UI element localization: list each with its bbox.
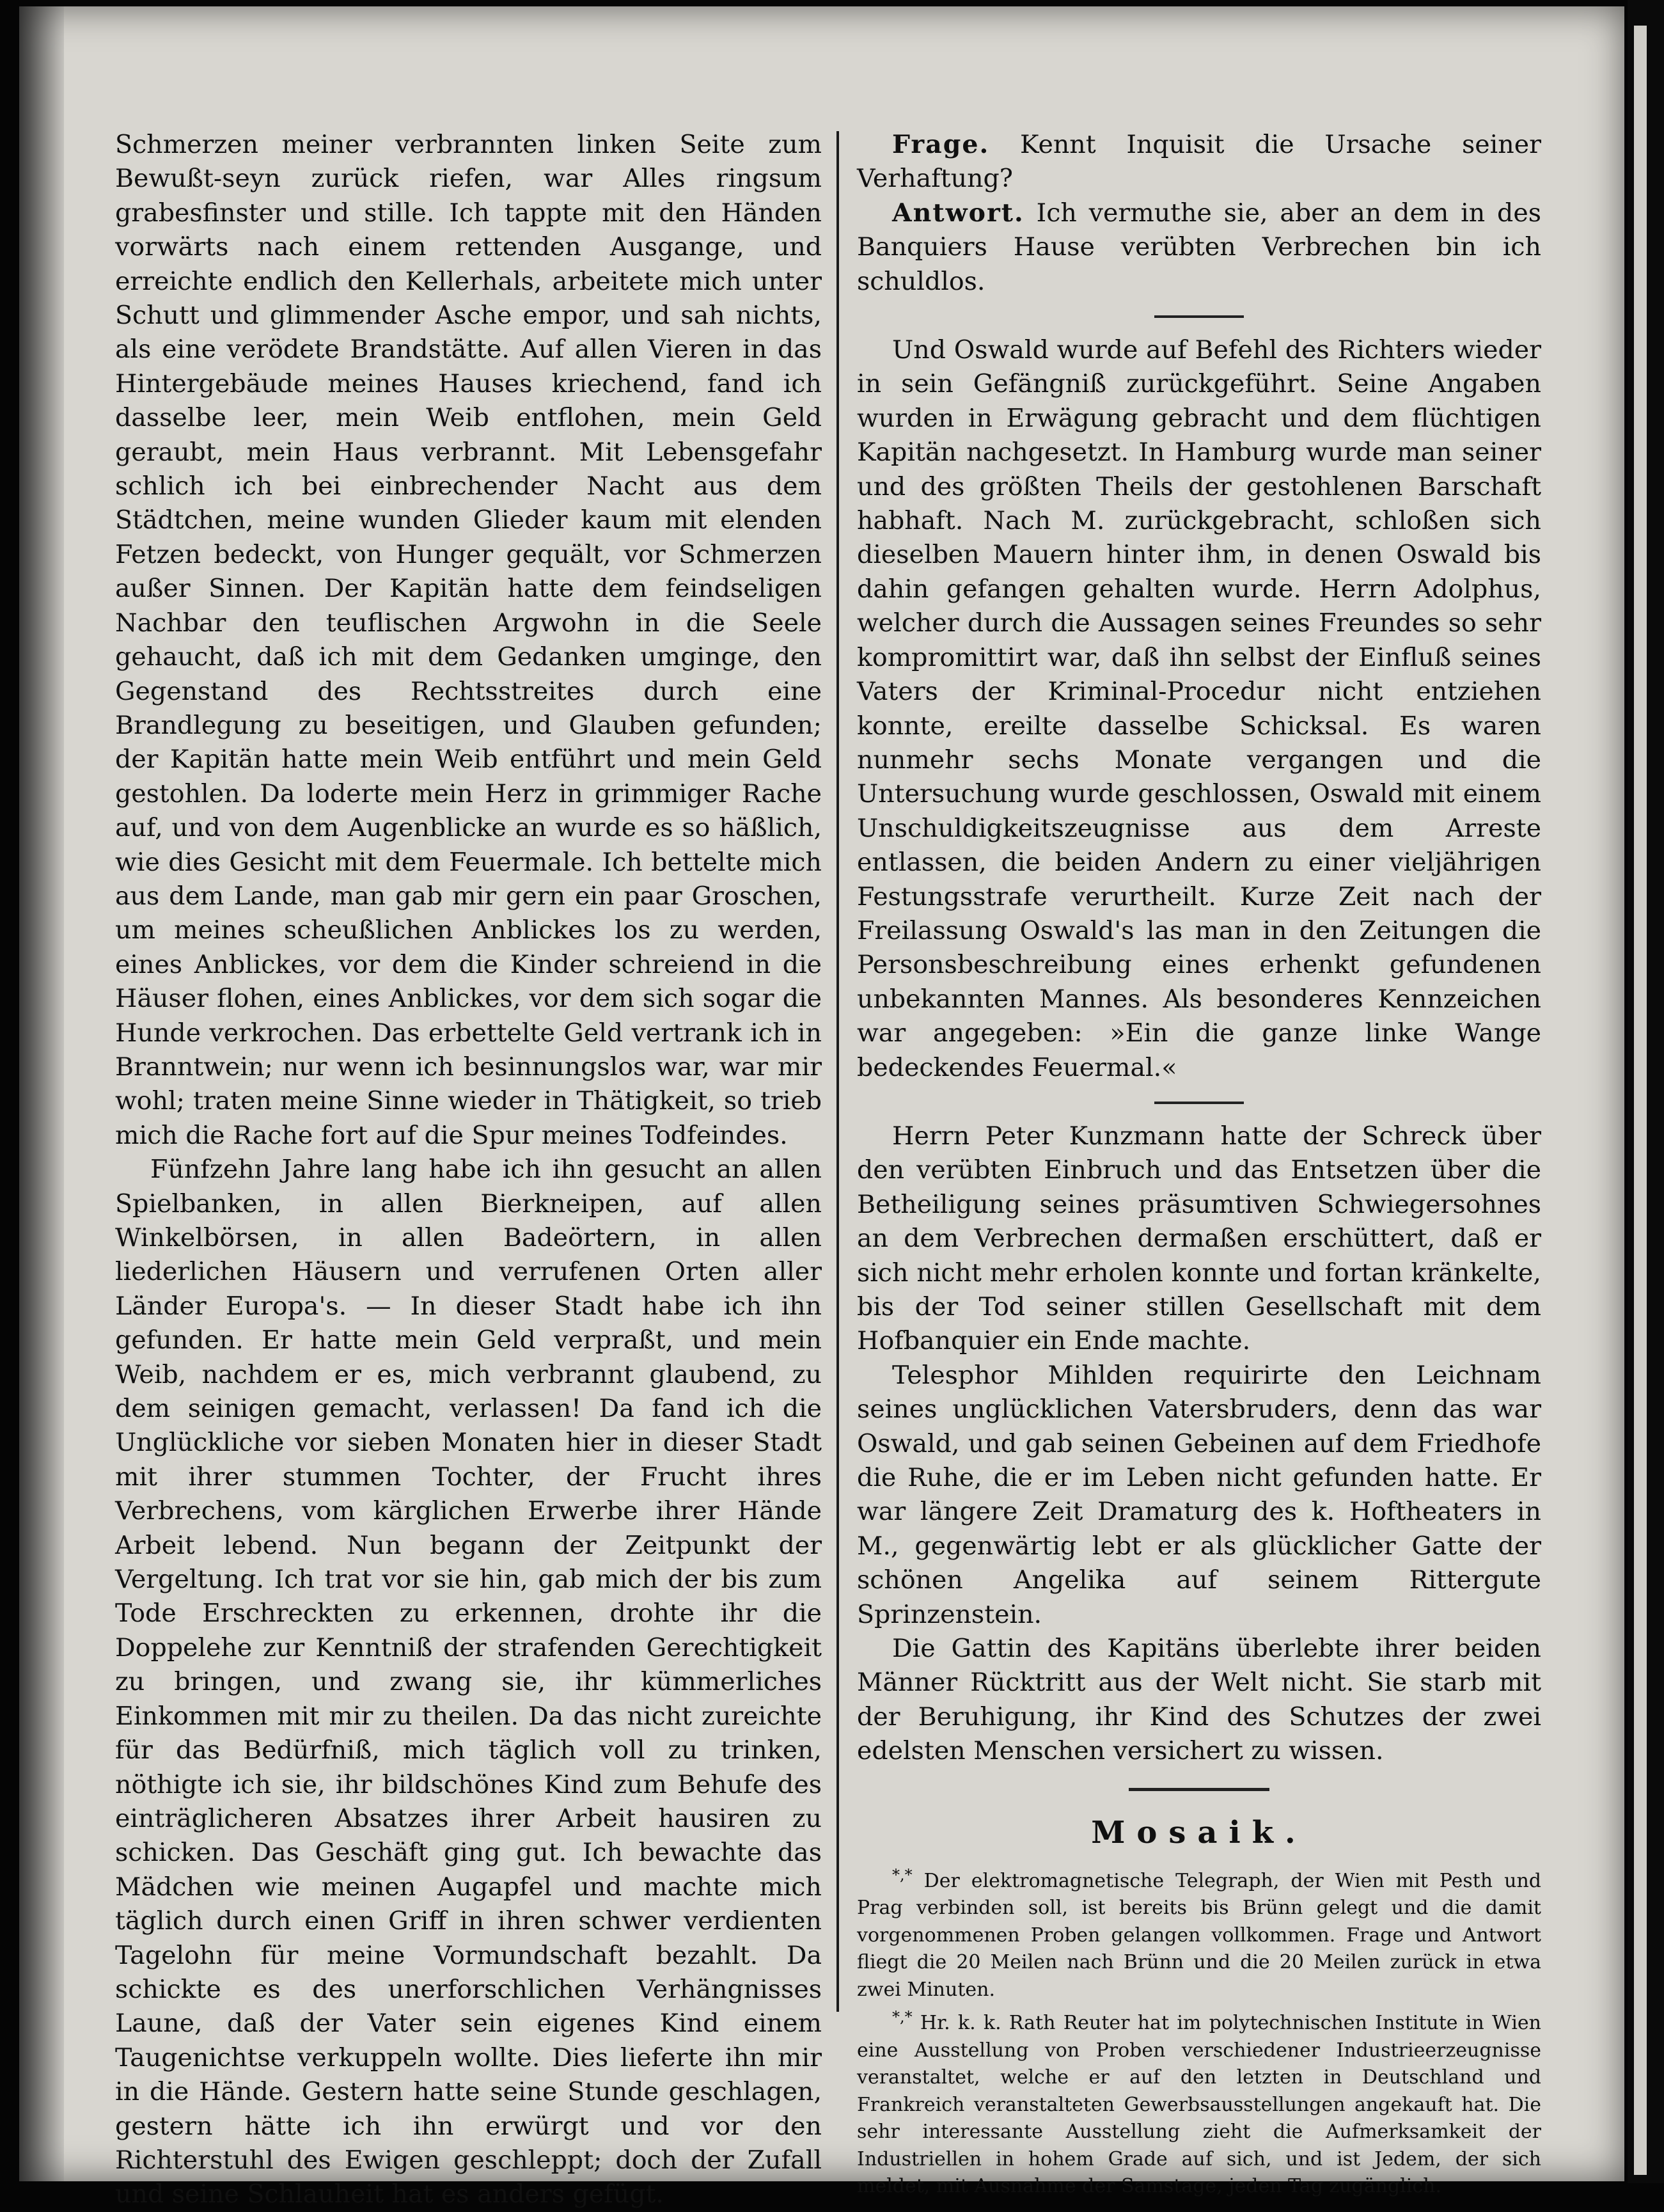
right-column	[857, 128, 1541, 2200]
qa-text: Kennt Inquisit die Ursache seiner Verhaftung?	[857, 130, 1541, 194]
section-rule	[1154, 315, 1244, 318]
mosaik-item	[857, 1861, 1541, 2004]
qa-answer	[857, 196, 1541, 299]
mosaik-text: Hr. k. k. Rath Reuter hat im polytechnischen Institute in Wien eine Ausstellung von Proben verschiedener Industrieerzeugnisse veranstaltet, welche er auf den letzten in Deutschland und Frankreich veranstalteten Gewerbsausstellungen angekauft hat. Die sehr interessante Ausstellung zieht die Aufmerksamkeit der Industriellen in hohem Grade auf sich, und ist Jedem, der sich meldet, mit Ausnahme der Samstage, jeden Tag zugänglich.	[857, 2012, 1541, 2198]
paragraph: Schmerzen meiner verbrannten linken Seite zum Bewußt-seyn zurück riefen, war Alles ringsum grabesfinster und stille. Ich tappte mit den Händen vorwärts nach einem rettenden Ausgange, und erreichte endlich den Kellerhals, arbeitete mich unter Schutt und glimmender Asche empor, und sah nichts, als eine verödete Brandstätte. Auf allen Vieren in das Hintergebäude meines Hauses kriechend, fand ich dasselbe leer, mein Weib entflohen, mein Geld geraubt, mein Haus verbrannt. Mit Lebensgefahr schlich ich bei einbrechender Nacht aus dem Städtchen, meine wunden Glieder kaum mit elenden Fetzen bedeckt, von Hunger gequält, vor Schmerzen außer Sinnen. Der Kapitän hatte dem feindseligen Nachbar den teuflischen Argwohn in die Seele gehaucht, daß ich mit dem Gedanken umginge, den Gegenstand des Rechtsstreites durch eine Brandlegung zu beseitigen, und Glauben gefunden; der Kapitän hatte mein Weib entführt und mein Geld gestohlen. Da loderte mein Herz in grimmiger Rache auf, und von dem Augenblicke an wurde es so häßlich, wie dies Gesicht mit dem Feuermale. Ich bettelte mich aus dem Lande, man gab mir gern ein paar Groschen, um meines scheußlichen Anblickes los zu werden, eines Anblickes, vor dem die Kinder schreiend in die Häuser flohen, eines Anblickes, vor dem sich sogar die Hunde verkrochen. Das erbettelte Geld vertrank ich in Branntwein; nur wenn ich besinnungslos war, war mir wohl; traten meine Sinne wieder in Thätigkeit, so trieb mich die Rache fort auf die Spur meines Todfeindes.	[115, 130, 822, 1150]
qa-label: Antwort.	[892, 198, 1024, 228]
qa-question	[857, 128, 1541, 196]
paragraph: Herrn Peter Kunzmann hatte der Schreck über den verübten Einbruch und das Entsetzen über die Betheiligung seines präsumtiven Schwiegersohnes an dem Verbrechen dermaßen erschüttert, daß er sich nicht mehr erholen konnte und fortan kränkelte, bis der Tod seiner stillen Gesellschaft mit dem Hofbanquier ein Ende machte.	[857, 1121, 1541, 1356]
paragraph: Die Gattin des Kapitäns überlebte ihrer beiden Männer Rücktritt aus der Welt nicht. Sie starb mit der Beruhigung, ihr Kind des Schutzes der zwei edelsten Menschen versichert zu wissen.	[857, 1634, 1541, 1766]
qa-label: Frage.	[892, 130, 990, 159]
mosaik-item	[857, 2003, 1541, 2200]
column-divider	[836, 131, 839, 2012]
mosaik-text: Der elektromagnetische Telegraph, der Wien mit Pesth und Prag verbinden soll, ist bereits bis Brünn gelegt und die damit vorgenommenen Proben gelangen vollkommen. Frage und Antwort fliegt die 20 Meilen nach Brünn und die 20 Meilen zurück in etwa zwei Minuten.	[857, 1869, 1541, 2001]
asterism-marker: *,*	[892, 2008, 913, 2026]
qa-text: Ich vermuthe sie, aber an dem in des Banquiers Hause verübten Verbrechen bin ich schuldlos.	[857, 198, 1541, 296]
right-edge-paper	[1634, 26, 1647, 2175]
section-rule	[1154, 1102, 1244, 1104]
section-rule	[1129, 1788, 1269, 1791]
left-column	[115, 128, 822, 2212]
paragraph: Und Oswald wurde auf Befehl des Richters wieder in sein Gefängniß zurückgeführt. Seine Angaben wurden in Erwägung gebracht und dem flüchtigen Kapitän nachgesetzt. In Hamburg wurde man seiner und des größten Theils der gestohlenen Barschaft habhaft. Nach M. zurückgebracht, schloßen sich dieselben Mauern hinter ihm, in denen Oswald bis dahin gefangen gehalten wurde. Herrn Adolphus, welcher durch die Aussagen seines Freundes so sehr kompromittirt war, daß ihn selbst der Einfluß seines Vaters der Kriminal-Procedur nicht entziehen konnte, ereilte dasselbe Schicksal. Es waren nunmehr sechs Monate vergangen und die Untersuchung wurde geschlossen, Oswald mit einem Unschuldigkeitszeugnisse aus dem Arreste entlassen, die beiden Andern zu einer vieljährigen Festungsstrafe verurtheilt. Kurze Zeit nach der Freilassung Oswald's las man in den Zeitungen die Personsbeschreibung eines erhenkt gefundenen unbekannten Mannes. Als besonderes Kennzeichen war angegeben: »Ein die ganze linke Wange bedeckendes Feuermal.«	[857, 335, 1541, 1082]
page-fold-shadow	[19, 6, 64, 2181]
asterism-marker: *,*	[892, 1865, 913, 1884]
paragraph: Telesphor Mihlden requirirte den Leichnam seines unglücklichen Vatersbruders, denn das war Oswald, und gab seinen Gebeinen auf dem Friedhofe die Ruhe, die er im Leben nicht gefunden hatte. Er war längere Zeit Dramaturg des k. Hoftheaters in M., gegenwärtig lebt er als glücklicher Gatte der schönen Angelika auf seinem Rittergute Sprinzenstein.	[857, 1360, 1541, 1629]
section-heading: Mosaik.	[1091, 1814, 1307, 1851]
mosaik-section	[857, 1861, 1541, 2200]
paragraph: Fünfzehn Jahre lang habe ich ihn gesucht an allen Spielbanken, in allen Bierkneipen, auf allen Winkelbörsen, in allen Badeörtern, in allen liederlichen Häusern und verrufenen Orten aller Länder Europa's. — In dieser Stadt habe ich ihn gefunden. Er hatte mein Geld verpraßt, und mein Weib, nachdem er es, mich verbrannt glaubend, zu dem seinigen gemacht, verlassen! Da fand ich die Unglückliche vor sieben Monaten hier in dieser Stadt mit ihrer stummen Tochter, der Frucht ihres Verbrechens, vom kärglichen Erwerbe ihrer Hände Arbeit lebend. Nun begann der Zeitpunkt der Vergeltung. Ich trat vor sie hin, gab mich der bis zum Tode Erschreckten zu erkennen, drohte ihr die Doppelehe zur Kenntniß der strafenden Gerechtigkeit zu bringen, und zwang sie, ihr kümmerliches Einkommen mit mir zu theilen. Da das nicht zureichte für das Bedürfniß, mich täglich voll zu trinken, nöthigte ich sie, ihr bildschönes Kind zum Behufe des einträglicheren Absatzes ihrer Arbeit hausiren zu schicken. Das Geschäft ging gut. Ich bewachte das Mädchen wie meinen Augapfel und machte mich täglich durch einen Griff in ihren schwer verdienten Tagelohn für meine Vormundschaft bezahlt. Da schickte es des unerforschlichen Verhängnisses Laune, daß der Vater sein eigenes Kind einem Taugenichtse verkuppeln wollte. Dies lieferte ihn mir in die Hände. Gestern hatte seine Stunde geschlagen, gestern hätte ich ihn erwürgt und vor den Richterstuhl des Ewigen geschleppt; doch der Zufall und seine Schlauheit hat es anders gefügt.	[115, 1155, 822, 2209]
